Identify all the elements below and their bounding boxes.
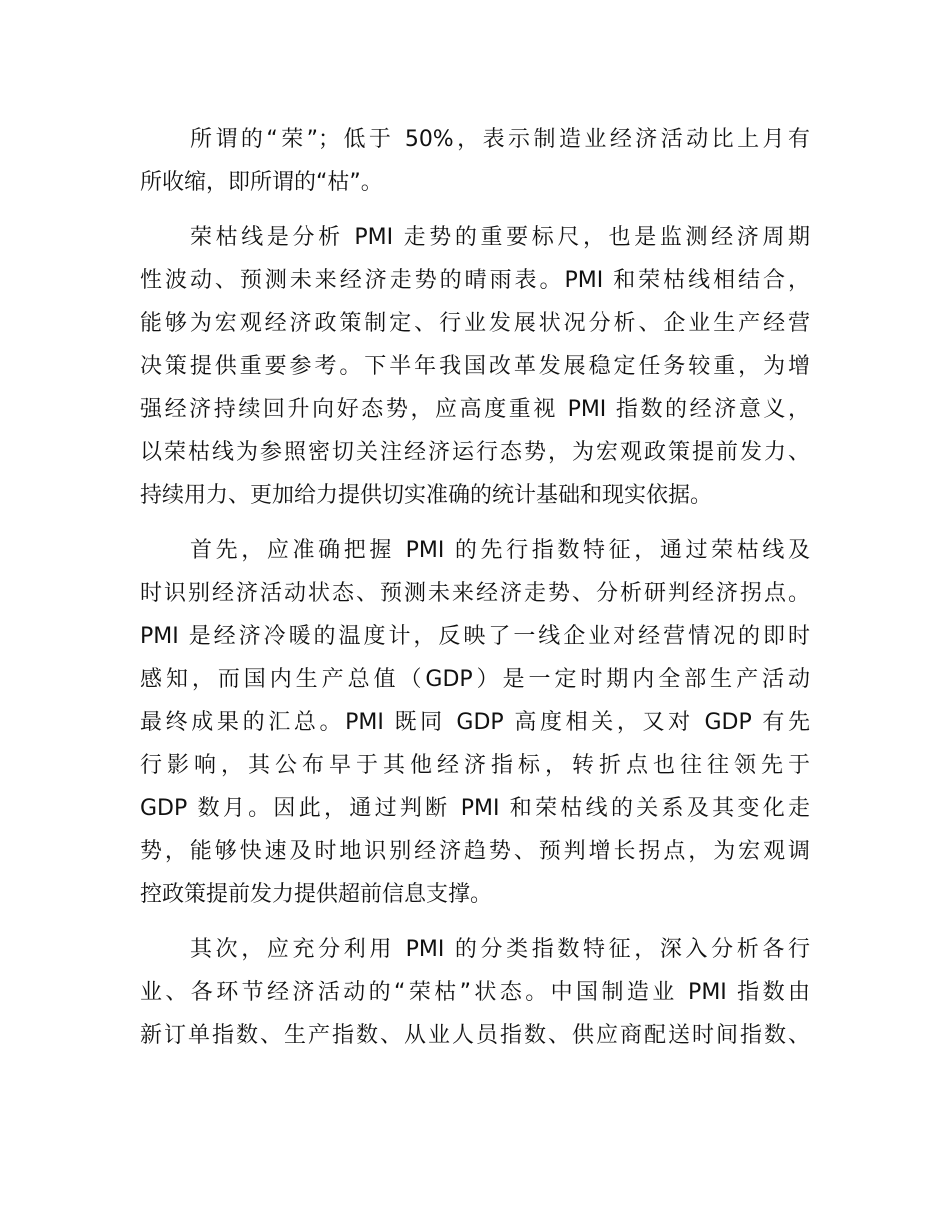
text-line: 最终成果的汇总。PMI 既同 GDP 高度相关，又对 GDP 有先 bbox=[140, 710, 810, 735]
text-line: 性波动、预测未来经济走势的晴雨表。PMI 和荣枯线相结合， bbox=[140, 268, 810, 293]
text-line: 荣枯线是分析 PMI 走势的重要标尺，也是监测经济周期 bbox=[190, 225, 810, 250]
paragraph bbox=[140, 928, 810, 1057]
text-line: 持续用力、更加给力提供切实准确的统计基础和现实依据。 bbox=[140, 483, 713, 508]
text-line: 能够为宏观经济政策制定、行业发展状况分析、企业生产经营 bbox=[140, 311, 810, 336]
text-line: 首先，应准确把握 PMI 的先行指数特征，通过荣枯线及 bbox=[190, 538, 810, 563]
text-line: 以荣枯线为参照密切关注经济运行态势，为宏观政策提前发力、 bbox=[140, 440, 810, 465]
text-line: 势，能够快速及时地识别经济趋势、预判增长拐点，为宏观调 bbox=[140, 839, 810, 864]
paragraph bbox=[140, 118, 810, 204]
paragraph bbox=[140, 529, 810, 916]
text-line: 时识别经济活动状态、预测未来经济走势、分析研判经济拐点。 bbox=[140, 581, 810, 606]
text-line: 感知，而国内生产总值（GDP）是一定时期内全部生产活动 bbox=[140, 667, 810, 692]
text-line: GDP 数月。因此，通过判断 PMI 和荣枯线的关系及其变化走 bbox=[140, 796, 810, 821]
text-line: 新订单指数、生产指数、从业人员指数、供应商配送时间指数、 bbox=[140, 1023, 810, 1048]
text-line: 业、各环节经济活动的“荣枯”状态。中国制造业 PMI 指数由 bbox=[140, 980, 810, 1005]
text-line: 强经济持续回升向好态势，应高度重视 PMI 指数的经济意义， bbox=[140, 397, 810, 422]
text-line: 控政策提前发力提供超前信息支撑。 bbox=[140, 882, 493, 907]
text-line: 决策提供重要参考。下半年我国改革发展稳定任务较重，为增 bbox=[140, 354, 810, 379]
text-line: 行影响，其公布早于其他经济指标，转折点也往往领先于 bbox=[140, 753, 810, 778]
text-line: 其次，应充分利用 PMI 的分类指数特征，深入分析各行 bbox=[190, 937, 810, 962]
document-page bbox=[140, 118, 810, 1069]
text-line: PMI 是经济冷暖的温度计，反映了一线企业对经营情况的即时 bbox=[140, 624, 810, 649]
text-line: 所收缩，即所谓的“枯”。 bbox=[140, 170, 383, 195]
text-line: 所谓的“荣”；低于 50%，表示制造业经济活动比上月有 bbox=[190, 127, 810, 152]
paragraph bbox=[140, 216, 810, 517]
